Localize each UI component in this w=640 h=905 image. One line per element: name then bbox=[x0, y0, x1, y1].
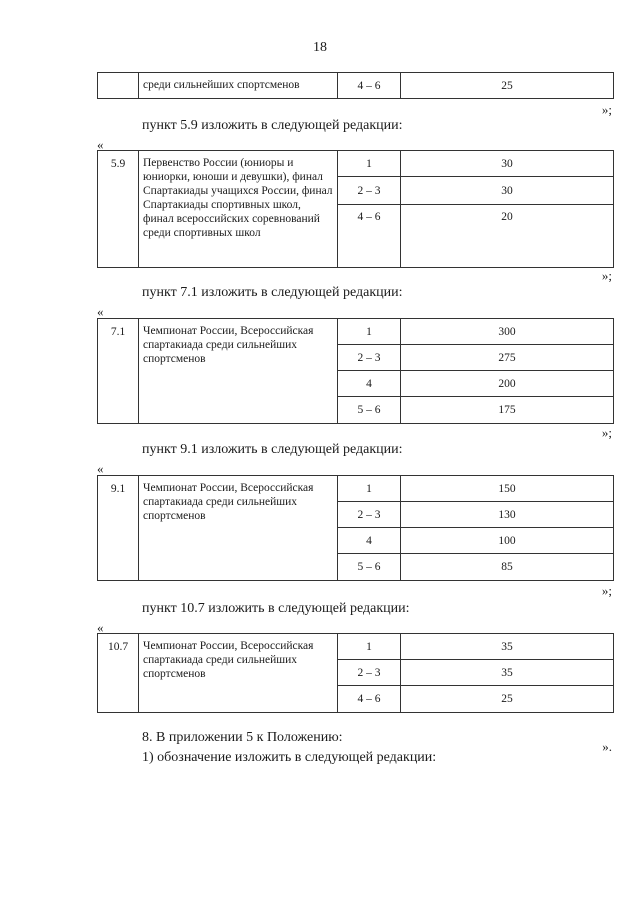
table-row bbox=[98, 319, 614, 345]
opening-quote: « bbox=[97, 461, 104, 476]
points-cell: 150 bbox=[401, 476, 614, 502]
opening-quote: « bbox=[97, 304, 104, 319]
item-number-cell bbox=[98, 73, 139, 99]
place-cell: 4 – 6 bbox=[338, 73, 401, 99]
table-row bbox=[98, 73, 614, 99]
points-cell: 200 bbox=[401, 371, 614, 397]
table-row bbox=[98, 476, 614, 502]
section-heading-9-1: пункт 9.1 изложить в следующей редакции: bbox=[142, 442, 403, 457]
closing-quote: »; bbox=[601, 583, 612, 598]
competition-name-cell: Первенство России (юниоры и юниорки, юноши и девушки), финал Спартакиады учащихся России, финал Спартакиады спортивных школ, финал всероссийских соревнований среди спортивных школ bbox=[139, 151, 338, 268]
paragraph-8-1: 1) обозначение изложить в следующей редакции: bbox=[142, 750, 437, 765]
closing-quote: ». bbox=[602, 739, 612, 754]
points-cell: 130 bbox=[401, 502, 614, 528]
item-number-cell: 5.9 bbox=[98, 151, 139, 268]
points-cell: 175 bbox=[401, 397, 614, 424]
table-9-1 bbox=[97, 475, 614, 581]
place-cell: 1 bbox=[338, 319, 401, 345]
place-cell: 4 – 6 bbox=[338, 686, 401, 713]
place-cell: 5 – 6 bbox=[338, 554, 401, 581]
place-cell: 5 – 6 bbox=[338, 397, 401, 424]
points-cell: 35 bbox=[401, 634, 614, 660]
closing-quote: »; bbox=[601, 102, 612, 117]
table-row bbox=[98, 151, 614, 177]
points-cell: 25 bbox=[401, 73, 614, 99]
section-heading-10-7: пункт 10.7 изложить в следующей редакции: bbox=[142, 601, 410, 616]
competition-name-cell: Чемпионат России, Всероссийская спартакиада среди сильнейших спортсменов bbox=[139, 319, 338, 424]
points-cell: 100 bbox=[401, 528, 614, 554]
opening-quote: « bbox=[97, 620, 104, 635]
item-number-cell: 9.1 bbox=[98, 476, 139, 581]
page-number: 18 bbox=[313, 40, 327, 55]
points-cell: 20 bbox=[401, 205, 614, 268]
closing-quote: »; bbox=[601, 425, 612, 440]
section-heading-7-1: пункт 7.1 изложить в следующей редакции: bbox=[142, 285, 403, 300]
place-cell: 2 – 3 bbox=[338, 345, 401, 371]
table-continuation bbox=[97, 72, 614, 99]
place-cell: 1 bbox=[338, 476, 401, 502]
table-5-9 bbox=[97, 150, 614, 268]
place-cell: 1 bbox=[338, 151, 401, 177]
table-row bbox=[98, 634, 614, 660]
points-cell: 35 bbox=[401, 660, 614, 686]
place-cell: 2 – 3 bbox=[338, 502, 401, 528]
place-cell: 2 – 3 bbox=[338, 177, 401, 205]
points-cell: 275 bbox=[401, 345, 614, 371]
item-number-cell: 7.1 bbox=[98, 319, 139, 424]
item-number-cell: 10.7 bbox=[98, 634, 139, 713]
place-cell: 4 bbox=[338, 371, 401, 397]
place-cell: 2 – 3 bbox=[338, 660, 401, 686]
points-cell: 85 bbox=[401, 554, 614, 581]
points-cell: 30 bbox=[401, 177, 614, 205]
table-7-1 bbox=[97, 318, 614, 424]
points-cell: 30 bbox=[401, 151, 614, 177]
opening-quote: « bbox=[97, 137, 104, 152]
points-cell: 25 bbox=[401, 686, 614, 713]
points-cell: 300 bbox=[401, 319, 614, 345]
place-cell: 4 – 6 bbox=[338, 205, 401, 268]
place-cell: 4 bbox=[338, 528, 401, 554]
place-cell: 1 bbox=[338, 634, 401, 660]
competition-name-cell: Чемпионат России, Всероссийская спартакиада среди сильнейших спортсменов bbox=[139, 476, 338, 581]
closing-quote: »; bbox=[601, 268, 612, 283]
competition-name-cell: Чемпионат России, Всероссийская спартакиада среди сильнейших спортсменов bbox=[139, 634, 338, 713]
competition-name-cell: среди сильнейших спортсменов bbox=[139, 73, 338, 99]
section-heading-5-9: пункт 5.9 изложить в следующей редакции: bbox=[142, 118, 403, 133]
paragraph-8: 8. В приложении 5 к Положению: bbox=[142, 730, 343, 745]
table-10-7 bbox=[97, 633, 614, 713]
